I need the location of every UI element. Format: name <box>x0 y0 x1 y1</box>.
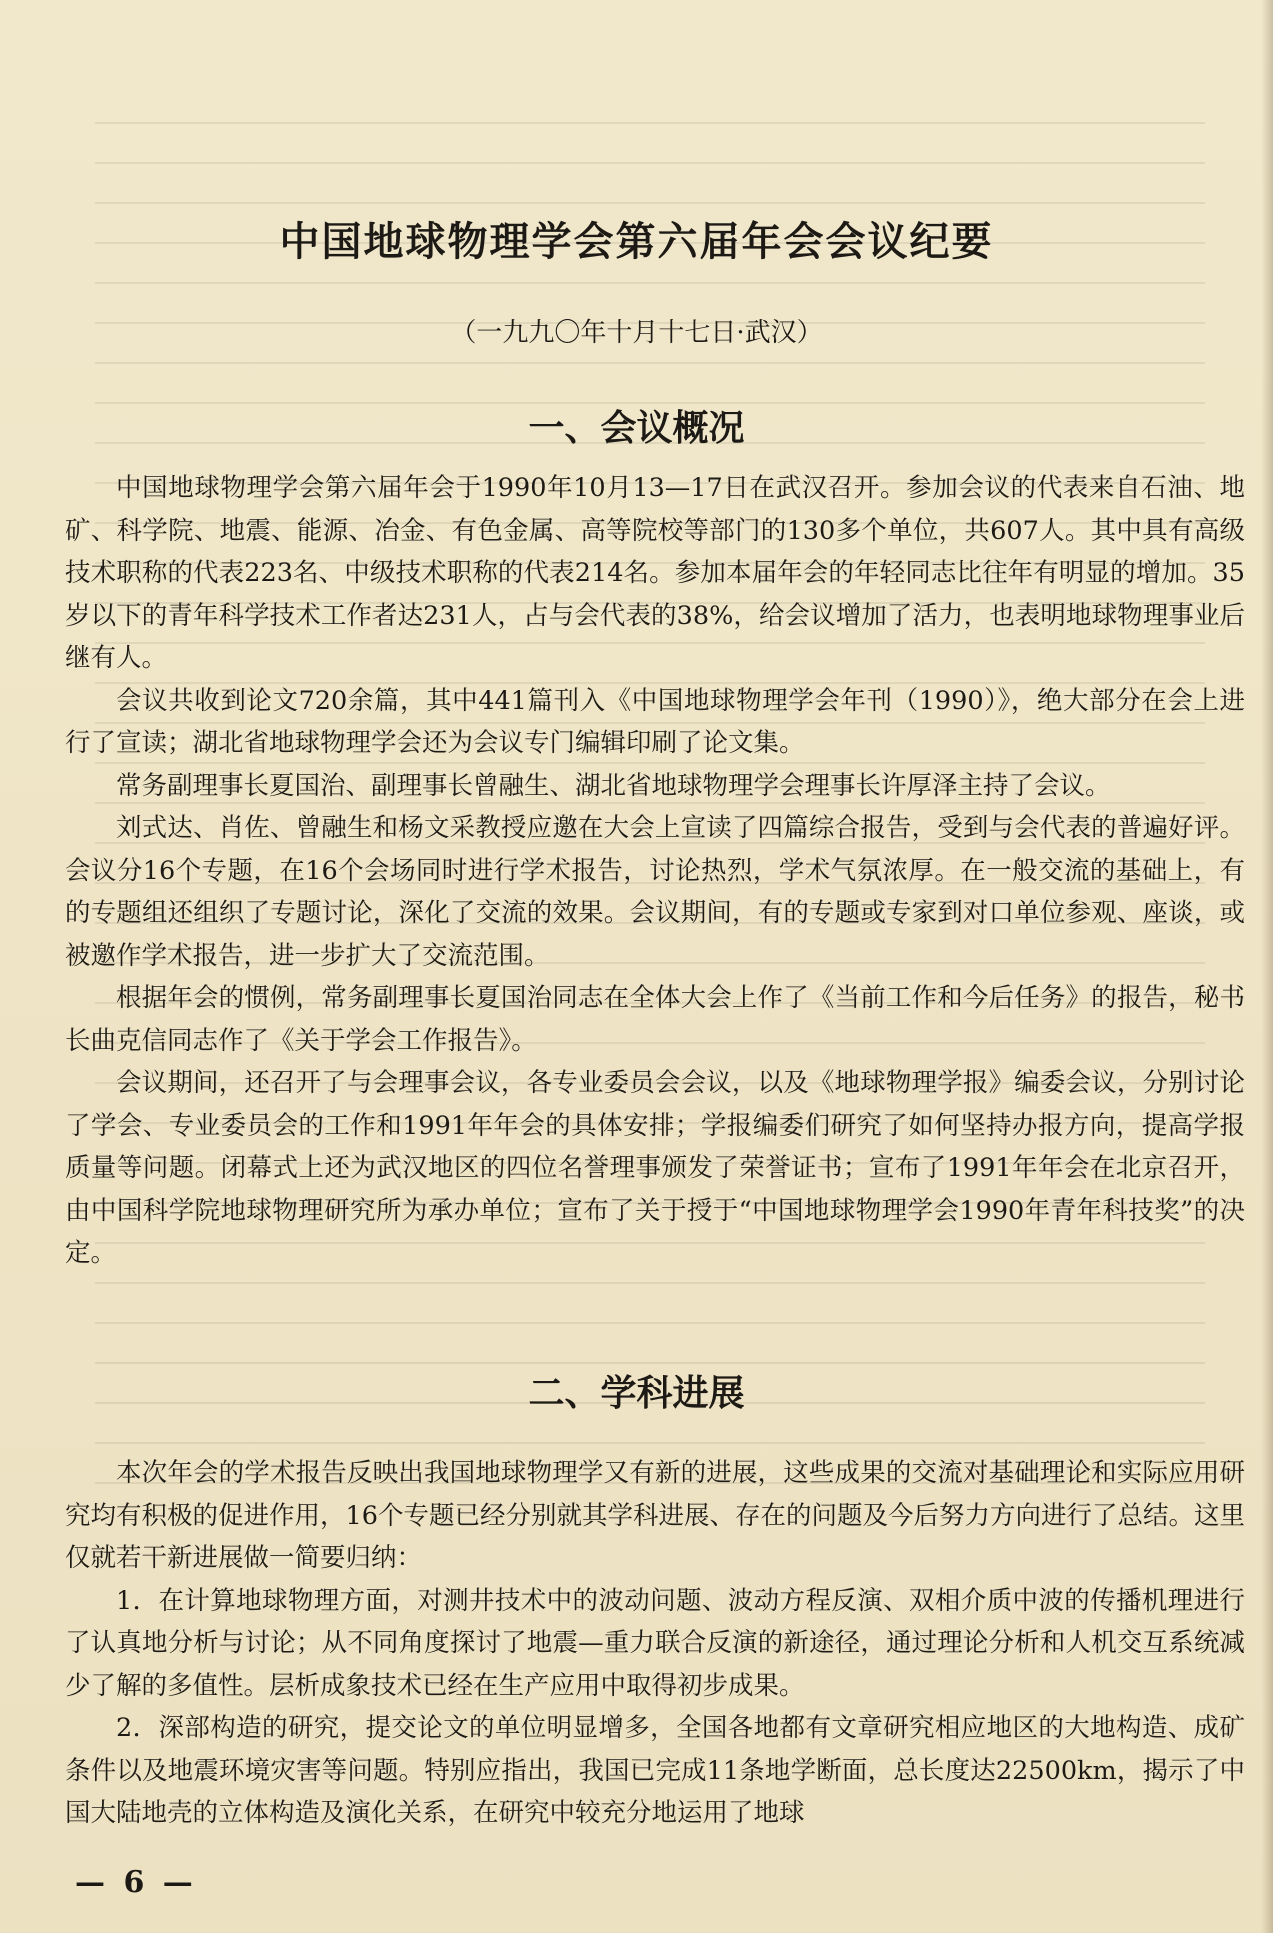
section-body-progress <box>65 1452 1245 1835</box>
paragraph: 中国地球物理学会第六届年会于1990年10月13—17日在武汉召开。参加会议的代表来自石油、地矿、科学院、地震、能源、冶金、有色金属、高等院校等部门的130多个单位，共607人。其中具有高级技术职称的代表223名、中级技术职称的代表214名。参加本届年会的年轻同志比往年有明显的增加。35岁以下的青年科学技术工作者达231人，占与会代表的38%，给会议增加了活力，也表明地球物理事业后继有人。 <box>65 473 1245 673</box>
page-number: — 6 — <box>75 1865 197 1900</box>
paragraph: 会议共收到论文720余篇，其中441篇刊入《中国地球物理学会年刊（1990）》，绝大部分在会上进行了宣读；湖北省地球物理学会还为会议专门编辑印刷了论文集。 <box>65 685 1245 758</box>
paragraph: 1．在计算地球物理方面，对测井技术中的波动问题、波动方程反演、双相介质中波的传播机理进行了认真地分析与讨论；从不同角度探讨了地震—重力联合反演的新途径，通过理论分析和人机交互系统减少了解的多值性。层析成象技术已经在生产应用中取得初步成果。 <box>65 1585 1245 1701</box>
binding-shadow <box>1261 0 1273 1933</box>
section-heading-progress: 二、学科进展 <box>528 1373 745 1414</box>
paragraph: 刘式达、肖佐、曾融生和杨文采教授应邀在大会上宣读了四篇综合报告，受到与会代表的普遍好评。会议分16个专题，在16个会场同时进行学术报告，讨论热烈，学术气氛浓厚。在一般交流的基础上，有的专题组还组织了专题讨论，深化了交流的效果。会议期间，有的专题或专家到对口单位参观、座谈，或被邀作学术报告，进一步扩大了交流范围。 <box>65 813 1245 971</box>
paragraph: 本次年会的学术报告反映出我国地球物理学又有新的进展，这些成果的交流对基础理论和实际应用研究均有积极的促进作用，16个专题已经分别就其学科进展、存在的问题及今后努力方向进行了总结。这里仅就若干新进展做一简要归纳： <box>65 1458 1245 1573</box>
paragraph: 2．深部构造的研究，提交论文的单位明显增多，全国各地都有文章研究相应地区的大地构造、成矿条件以及地震环境灾害等问题。特别应指出，我国已完成11条地学断面，总长度达22500km，揭示了中国大陆地壳的立体构造及演化关系，在研究中较充分地运用了地球 <box>65 1713 1245 1828</box>
document-title: 中国地球物理学会第六届年会会议纪要 <box>279 219 994 265</box>
section-heading-overview: 一、会议概况 <box>528 408 745 449</box>
paragraph: 常务副理事长夏国治、副理事长曾融生、湖北省地球物理学会理事长许厚泽主持了会议。 <box>116 770 1111 801</box>
paragraph: 会议期间，还召开了与会理事会议，各专业委员会会议，以及《地球物理学报》编委会议，分别讨论了学会、专业委员会的工作和1991年年会的具体安排；学报编委们研究了如何坚持办报方向，提高学报质量等问题。闭幕式上还为武汉地区的四位名誉理事颁发了荣誉证书；宣布了1991年年会在北京召开，由中国科学院地球物理研究所为承办单位；宣布了关于授于“中国地球物理学会1990年青年科技奖”的决定。 <box>65 1068 1245 1268</box>
section-body-overview <box>65 467 1245 1275</box>
date-line: （一九九〇年十月十七日·武汉） <box>450 318 823 348</box>
paragraph: 根据年会的惯例，常务副理事长夏国治同志在全体大会上作了《当前工作和今后任务》的报告，秘书长曲克信同志作了《关于学会工作报告》。 <box>65 983 1245 1056</box>
